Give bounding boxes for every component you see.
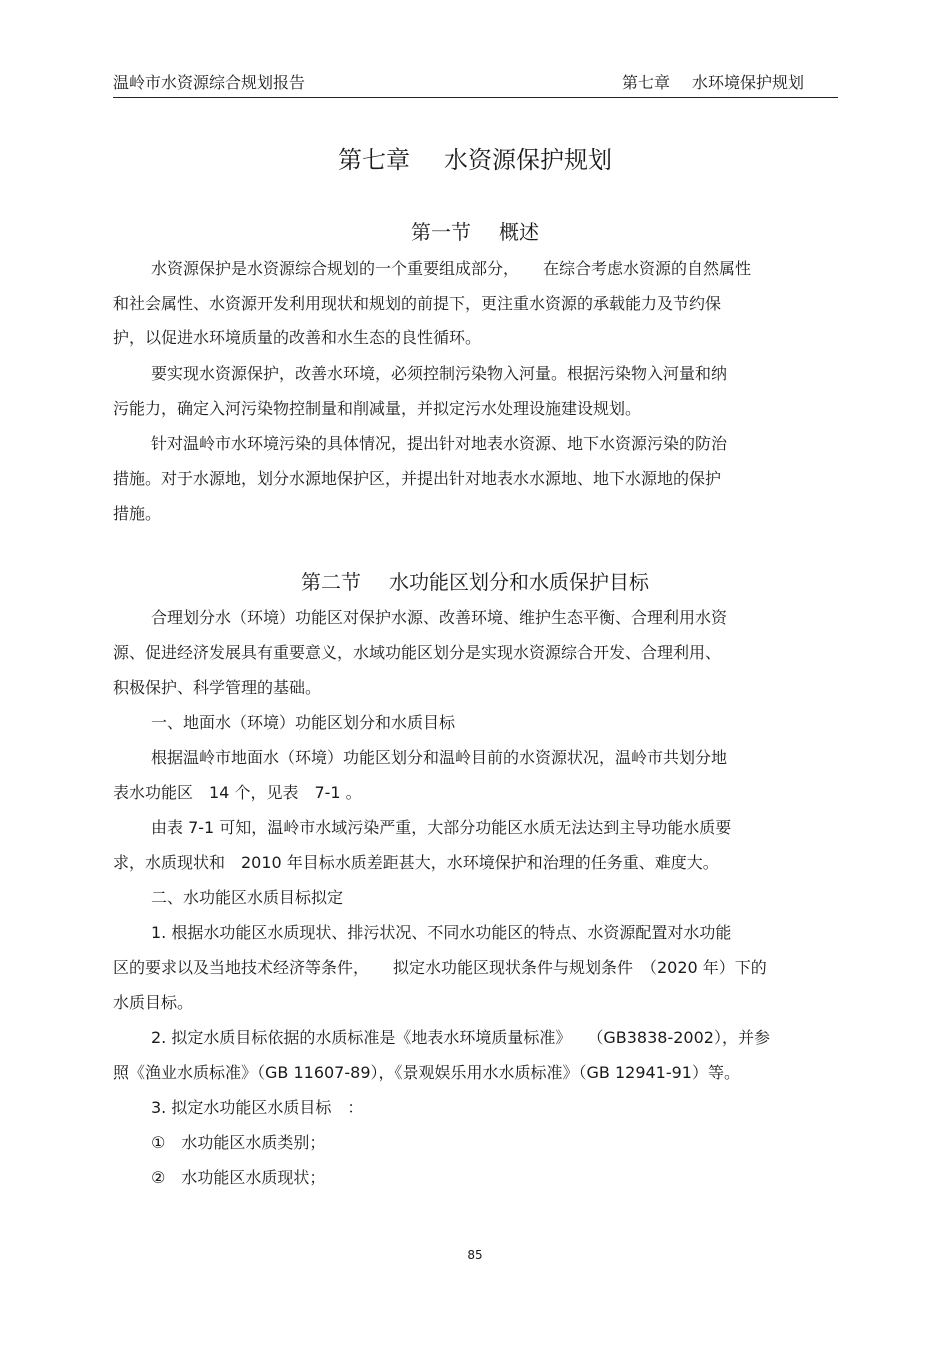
paragraph-line: 源、促进经济发展具有重要意义，水域功能区划分是实现水资源综合开发、合理利用、 [113, 643, 722, 662]
paragraph-line: 2. 拟定水质目标依据的水质标准是《地表水环境质量标准》 （GB3838-2002），并参 [151, 1028, 770, 1047]
paragraph-line: 措施。 [113, 504, 162, 523]
paragraph-line: 根据温岭市地面水（环境）功能区划分和温岭目前的水资源状况，温岭市共划分地 [151, 748, 728, 767]
header-chapter-title: 水环境保护规划 [692, 73, 805, 92]
header-divider [113, 97, 838, 98]
paragraph-line: 区的要求以及当地技术经济等条件， 拟定水功能区现状条件与规划条件 （2020 年）下的 [113, 958, 767, 977]
list-item: ① 水功能区水质类别； [151, 1133, 326, 1152]
paragraph-line: 要实现水资源保护，改善水环境，必须控制污染物入河量。根据污染物入河量和纳 [151, 364, 728, 383]
paragraph-line: 1. 根据水功能区水质现状、排污状况、不同水功能区的特点、水资源配置对水功能 [151, 923, 732, 942]
list-item: ② 水功能区水质现状； [151, 1168, 326, 1187]
section-1-title [0, 216, 950, 245]
paragraph-line: 由表 7-1 可知，温岭市水域污染严重，大部分功能区水质无法达到主导功能水质要 [151, 818, 732, 837]
chapter-number: 第七章 [338, 146, 410, 174]
section-2-number: 第二节 [301, 570, 361, 594]
paragraph-line: 措施。对于水源地，划分水源地保护区，并提出针对地表水水源地、地下水源地的保护 [113, 469, 722, 488]
paragraph-line: 污能力，确定入河污染物控制量和削减量，并拟定污水处理设施建设规划。 [113, 399, 642, 418]
paragraph-line: 3. 拟定水功能区水质目标 ： [151, 1098, 364, 1117]
paragraph-line: 积极保护、科学管理的基础。 [113, 678, 322, 697]
running-header-right [622, 70, 804, 93]
chapter-name: 水资源保护规划 [444, 146, 612, 174]
paragraph-line: 水资源保护是水资源综合规划的一个重要组成部分， 在综合考虑水资源的自然属性 [151, 259, 752, 278]
running-header-left: 温岭市水资源综合规划报告 [113, 73, 306, 92]
paragraph-line: 求，水质现状和 2010 年目标水质差距甚大，水环境保护和治理的任务重、难度大。 [113, 853, 719, 872]
header-chapter-number: 第七章 [622, 73, 671, 92]
section-2-name: 水功能区划分和水质保护目标 [389, 570, 649, 594]
paragraph-line: 合理划分水（环境）功能区对保护水源、改善环境、维护生态平衡、合理利用水资 [151, 608, 728, 627]
paragraph-line: 和社会属性、水资源开发利用现状和规划的前提下，更注重水资源的承载能力及节约保 [113, 294, 722, 313]
section-1-number: 第一节 [411, 220, 471, 244]
chapter-title [0, 140, 950, 175]
paragraph-line: 照《渔业水质标准》（GB 11607-89），《景观娱乐用水水质标准》（GB 12941-91）等。 [113, 1063, 740, 1082]
paragraph-line: 针对温岭市水环境污染的具体情况，提出针对地表水资源、地下水资源污染的防治 [151, 434, 728, 453]
section-1-name: 概述 [499, 220, 539, 244]
paragraph-line: 水质目标。 [113, 993, 194, 1012]
paragraph-line: 表水功能区 14 个，见表 7-1 。 [113, 783, 362, 802]
paragraph-line: 护，以促进水环境质量的改善和水生态的良性循环。 [113, 328, 482, 347]
subheading: 二、水功能区水质目标拟定 [151, 888, 344, 907]
section-2-title [0, 566, 950, 595]
page-number: 85 [467, 1248, 483, 1262]
subheading: 一、地面水（环境）功能区划分和水质目标 [151, 713, 456, 732]
